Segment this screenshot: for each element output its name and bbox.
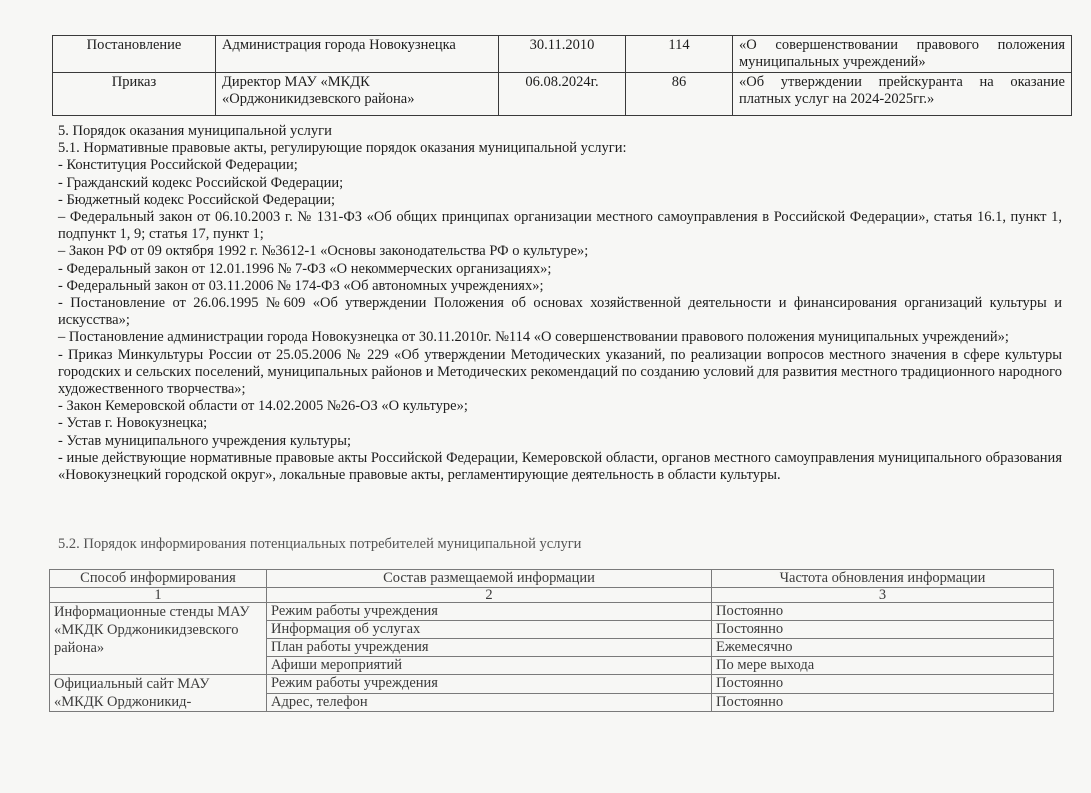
info-content: Адрес, телефон <box>267 693 712 712</box>
column-number: 1 <box>50 588 267 603</box>
list-item: - Приказ Минкультуры России от 25.05.2006 № 229 «Об утверждении Методических указаний, по реализации вопросов местного значения в сфере культуры городских и сельских поселений, муниципальных районов и Методических рекомендаций по созданию условий для развития местного традиционного народного художественного творчества»; <box>58 346 1062 398</box>
act-title: «Об утверждении прейскуранта на оказание платных услуг на 2024-2025гг.» <box>733 73 1072 116</box>
act-title: «О совершенствовании правового положения муниципальных учреждений» <box>733 36 1072 73</box>
info-frequency: Постоянно <box>712 693 1054 712</box>
section-heading: 5. Порядок оказания муниципальной услуги <box>58 123 332 139</box>
list-item: - Постановление от 26.06.1995 №609 «Об утверждении Положения об основах хозяйственной деятельности и финансирования организаций культуры и искусства»; <box>58 295 1062 329</box>
list-item: - Устав г. Новокузнецка; <box>58 415 208 432</box>
info-method: Информационные стенды МАУ «МКДК Орджоникидзевского района» <box>50 603 267 675</box>
info-frequency: Постоянно <box>712 621 1054 639</box>
column-number: 2 <box>267 588 712 603</box>
info-frequency: Постоянно <box>712 675 1054 694</box>
act-number: 114 <box>626 36 733 73</box>
info-table <box>49 569 1054 712</box>
info-content: План работы учреждения <box>267 639 712 657</box>
list-item: - Устав муниципального учреждения культуры; <box>58 432 351 449</box>
table-header-row <box>50 570 1054 588</box>
column-header: Частота обновления информации <box>712 570 1054 588</box>
table-row <box>50 675 1054 694</box>
list-item: – Закон РФ от 09 октября 1992 г. №3612-1 «Основы законодательства РФ о культуре»; <box>58 243 589 260</box>
list-item: - Федеральный закон от 12.01.1996 № 7-ФЗ «О некоммерческих организациях»; <box>58 260 552 277</box>
info-frequency: Постоянно <box>712 603 1054 621</box>
list-item: – Федеральный закон от 06.10.2003 г. № 131-ФЗ «Об общих принципах организации местного самоуправления в Российской Федерации», статья 16.1, пункт 1, подпункт 1, 9; статья 17, пункт 1; <box>58 209 1062 243</box>
act-issuer: Директор МАУ «МКДК «Орджоникидзевского района» <box>216 73 499 116</box>
table-row <box>50 603 1054 621</box>
info-content: Афиши мероприятий <box>267 657 712 675</box>
table-row <box>53 36 1072 73</box>
info-content: Режим работы учреждения <box>267 675 712 694</box>
column-header: Состав размещаемой информации <box>267 570 712 588</box>
table-row <box>53 73 1072 116</box>
act-type: Постановление <box>53 36 216 73</box>
list-item: - Гражданский кодекс Российской Федерации; <box>58 174 344 191</box>
act-date: 06.08.2024г. <box>499 73 626 116</box>
list-item: - Бюджетный кодекс Российской Федерации; <box>58 191 336 208</box>
info-content: Информация об услугах <box>267 621 712 639</box>
column-header: Способ информирования <box>50 570 267 588</box>
act-issuer: Администрация города Новокузнецка <box>216 36 499 73</box>
subsection-heading: 5.2. Порядок информирования потенциальных потребителей муниципальной услуги <box>58 536 582 552</box>
info-frequency: Ежемесячно <box>712 639 1054 657</box>
top-acts-table <box>52 35 1072 116</box>
section-5-text <box>58 123 1062 484</box>
list-item: - Конституция Российской Федерации; <box>58 157 298 174</box>
act-date: 30.11.2010 <box>499 36 626 73</box>
info-content: Режим работы учреждения <box>267 603 712 621</box>
act-number: 86 <box>626 73 733 116</box>
list-item: - Федеральный закон от 03.11.2006 № 174-ФЗ «Об автономных учреждениях»; <box>58 277 544 294</box>
list-item: - Закон Кемеровской области от 14.02.2005 №26-ОЗ «О культуре»; <box>58 398 468 415</box>
subsection-heading: 5.1. Нормативные правовые акты, регулирующие порядок оказания муниципальной услуги: <box>58 140 627 157</box>
info-frequency: По мере выхода <box>712 657 1054 675</box>
info-method: Официальный сайт МАУ «МКДК Орджоникид- <box>50 675 267 712</box>
list-item: - иные действующие нормативные правовые акты Российской Федерации, Кемеровской области, органов местного самоуправления муниципального образования «Новокузнецкий городской округ», локальные правовые акты, регламентирующие деятельность в области культуры. <box>58 449 1062 484</box>
list-item: – Постановление администрации города Новокузнецка от 30.11.2010г. №114 «О совершенствовании правового положения муниципальных учреждений»; <box>58 329 1009 346</box>
column-number: 3 <box>712 588 1054 603</box>
column-number-row <box>50 588 1054 603</box>
act-type: Приказ <box>53 73 216 116</box>
